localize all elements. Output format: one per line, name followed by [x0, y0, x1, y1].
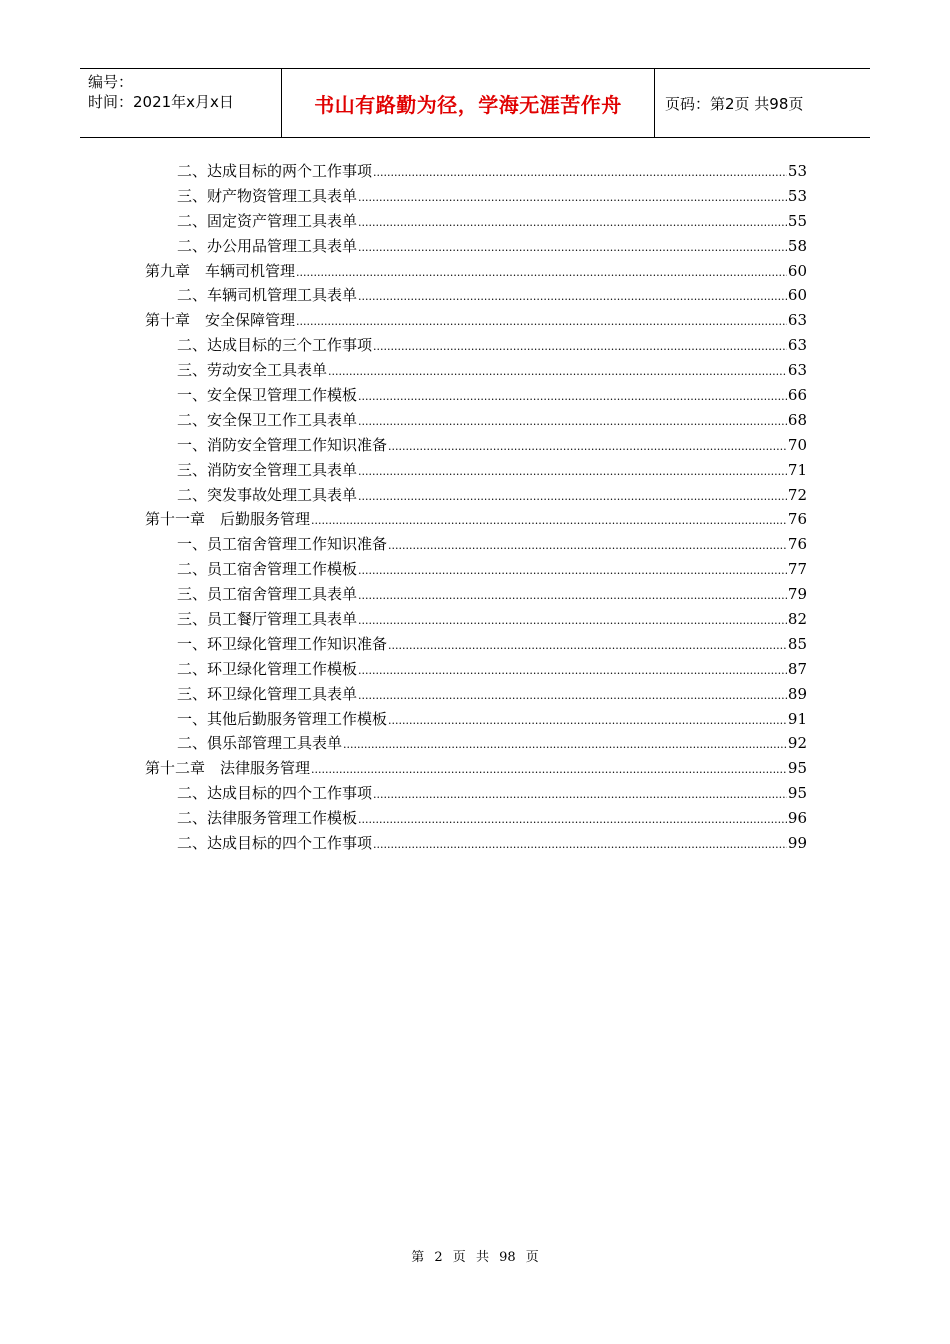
toc-entry[interactable]: [145, 582, 807, 607]
toc-dot-leader: [358, 684, 787, 709]
toc-entry-title: 一、其他后勤服务管理工作模板: [177, 709, 388, 728]
header-motto: 书山有路勤为径，学海无涯苦作舟: [314, 92, 622, 117]
toc-dot-leader: [328, 360, 787, 385]
toc-entry[interactable]: [145, 707, 807, 732]
toc-dot-leader: [358, 385, 787, 410]
footer-word-di: 第: [411, 1250, 425, 1265]
toc-entry-title: 二、达成目标的三个工作事项: [177, 336, 373, 355]
toc-dot-leader: [373, 335, 787, 360]
toc-entry-title: 三、劳动安全工具表单: [177, 361, 328, 380]
page-footer: [0, 1246, 950, 1265]
toc-dot-leader: [296, 261, 787, 286]
toc-dot-leader: [343, 733, 787, 758]
toc-dot-leader: [358, 186, 787, 211]
toc-entry-page: 77: [787, 560, 807, 579]
toc-entry[interactable]: [145, 731, 807, 756]
toc-entry[interactable]: [145, 259, 807, 284]
toc-entry[interactable]: [145, 831, 807, 856]
footer-current-page: 2: [434, 1250, 443, 1265]
toc-entry-page: 79: [787, 585, 807, 604]
toc-entry-page: 71: [787, 460, 807, 479]
toc-dot-leader: [358, 609, 787, 634]
toc-dot-leader: [358, 236, 787, 261]
toc-entry-page: 87: [787, 659, 807, 678]
toc-entry[interactable]: [145, 159, 807, 184]
toc-entry-title: 第十二章 法律服务管理: [145, 759, 311, 778]
toc-dot-leader: [311, 758, 787, 783]
toc-entry-title: 二、员工宿舍管理工作模板: [177, 560, 358, 579]
toc-entry-page: 63: [787, 336, 807, 355]
toc-entry-title: 二、达成目标的两个工作事项: [177, 162, 373, 180]
toc-entry-page: 95: [787, 784, 807, 803]
toc-entry[interactable]: [145, 756, 807, 781]
toc-entry[interactable]: [145, 184, 807, 209]
toc-entry-title: 三、环卫绿化管理工具表单: [177, 684, 358, 703]
toc-entry-page: 91: [787, 709, 807, 728]
toc-entry-title: 二、办公用品管理工具表单: [177, 236, 358, 255]
footer-word-ye: 页: [452, 1250, 466, 1265]
toc-entry-page: 68: [787, 410, 807, 429]
toc-entry[interactable]: [145, 532, 807, 557]
toc-dot-leader: [373, 783, 787, 808]
toc-entry-page: 70: [787, 435, 807, 454]
toc-entry[interactable]: [145, 383, 807, 408]
toc-entry[interactable]: [145, 607, 807, 632]
toc-entry-title: 二、环卫绿化管理工作模板: [177, 659, 358, 678]
toc-entry-title: 第十一章 后勤服务管理: [145, 510, 311, 529]
toc-dot-leader: [358, 410, 787, 435]
toc-entry-page: 60: [787, 286, 807, 305]
toc-entry[interactable]: [145, 358, 807, 383]
toc-entry[interactable]: [145, 507, 807, 532]
toc-entry-page: 53: [787, 162, 807, 180]
toc-entry[interactable]: [145, 408, 807, 433]
header-meta: [80, 69, 282, 137]
toc-entry[interactable]: [145, 632, 807, 657]
toc-entry-title: 二、安全保卫工作工具表单: [177, 410, 358, 429]
toc-entry-page: 76: [787, 535, 807, 554]
toc-entry-page: 82: [787, 610, 807, 629]
toc-entry[interactable]: [145, 333, 807, 358]
toc-entry-title: 二、法律服务管理工作模板: [177, 809, 358, 828]
toc-entry[interactable]: [145, 557, 807, 582]
toc-entry-title: 二、固定资产管理工具表单: [177, 211, 358, 230]
toc-entry-page: 63: [787, 361, 807, 380]
toc-dot-leader: [358, 211, 787, 236]
toc-entry[interactable]: [145, 433, 807, 458]
toc-entry-page: 53: [787, 186, 807, 205]
toc-entry-title: 第九章 车辆司机管理: [145, 261, 296, 280]
toc-entry-page: 85: [787, 634, 807, 653]
toc-entry-page: 89: [787, 684, 807, 703]
toc-dot-leader: [311, 509, 787, 534]
toc-entry-title: 一、环卫绿化管理工作知识准备: [177, 634, 388, 653]
toc-entry-page: 92: [787, 734, 807, 753]
toc-dot-leader: [358, 559, 787, 584]
toc-dot-leader: [388, 709, 787, 734]
toc-entry[interactable]: [145, 283, 807, 308]
toc-dot-leader: [358, 460, 787, 485]
toc-dot-leader: [296, 310, 787, 335]
footer-total-pages: 98: [499, 1250, 516, 1265]
toc-entry-page: 99: [787, 834, 807, 853]
toc-dot-leader: [358, 808, 787, 833]
toc-dot-leader: [388, 435, 787, 460]
toc-dot-leader: [373, 161, 787, 186]
toc-entry-page: 76: [787, 510, 807, 529]
toc-entry-title: 一、消防安全管理工作知识准备: [177, 435, 388, 454]
toc-dot-leader: [373, 833, 787, 858]
toc-entry-page: 66: [787, 386, 807, 405]
toc-entry-title: 三、消防安全管理工具表单: [177, 460, 358, 479]
toc-entry[interactable]: [145, 781, 807, 806]
toc-entry-page: 55: [787, 211, 807, 230]
toc-entry-page: 72: [787, 485, 807, 504]
toc-entry[interactable]: [145, 234, 807, 259]
header-page-info: 页码：第2页 共98页: [665, 94, 804, 113]
toc-entry-title: 三、员工餐厅管理工具表单: [177, 610, 358, 629]
toc-entry[interactable]: [145, 308, 807, 333]
document-number-label: 编号：: [88, 73, 134, 91]
header-page-info-cell: [655, 69, 870, 137]
toc-entry-title: 二、俱乐部管理工具表单: [177, 734, 343, 753]
toc-entry-page: 96: [787, 809, 807, 828]
toc-entry[interactable]: [145, 458, 807, 483]
header-motto-cell: [282, 69, 655, 137]
page-header: [80, 68, 870, 138]
toc-entry[interactable]: [145, 209, 807, 234]
toc-entry-title: 第十章 安全保障管理: [145, 311, 296, 330]
table-of-contents: [145, 159, 807, 856]
toc-dot-leader: [358, 584, 787, 609]
toc-entry-title: 二、车辆司机管理工具表单: [177, 286, 358, 305]
toc-dot-leader: [388, 634, 787, 659]
toc-entry-title: 三、员工宿舍管理工具表单: [177, 585, 358, 604]
toc-entry-title: 三、财产物资管理工具表单: [177, 186, 358, 205]
toc-entry-title: 二、突发事故处理工具表单: [177, 485, 358, 504]
toc-entry-page: 63: [787, 311, 807, 330]
toc-entry-title: 二、达成目标的四个工作事项: [177, 834, 373, 853]
toc-dot-leader: [388, 534, 787, 559]
toc-entry-title: 一、员工宿舍管理工作知识准备: [177, 535, 388, 554]
footer-word-gong: 共: [475, 1250, 489, 1265]
toc-entry-title: 一、安全保卫管理工作模板: [177, 386, 358, 405]
document-time-label: 时间：2021年x月x日: [88, 93, 234, 111]
toc-entry-page: 95: [787, 759, 807, 778]
toc-entry-page: 60: [787, 261, 807, 280]
toc-entry[interactable]: [145, 483, 807, 508]
footer-word-ye-end: 页: [525, 1250, 539, 1265]
toc-dot-leader: [358, 659, 787, 684]
toc-dot-leader: [358, 485, 787, 510]
toc-entry-page: 58: [787, 236, 807, 255]
toc-entry[interactable]: [145, 657, 807, 682]
toc-dot-leader: [358, 285, 787, 310]
toc-entry-title: 二、达成目标的四个工作事项: [177, 784, 373, 803]
toc-entry[interactable]: [145, 806, 807, 831]
toc-entry[interactable]: [145, 682, 807, 707]
